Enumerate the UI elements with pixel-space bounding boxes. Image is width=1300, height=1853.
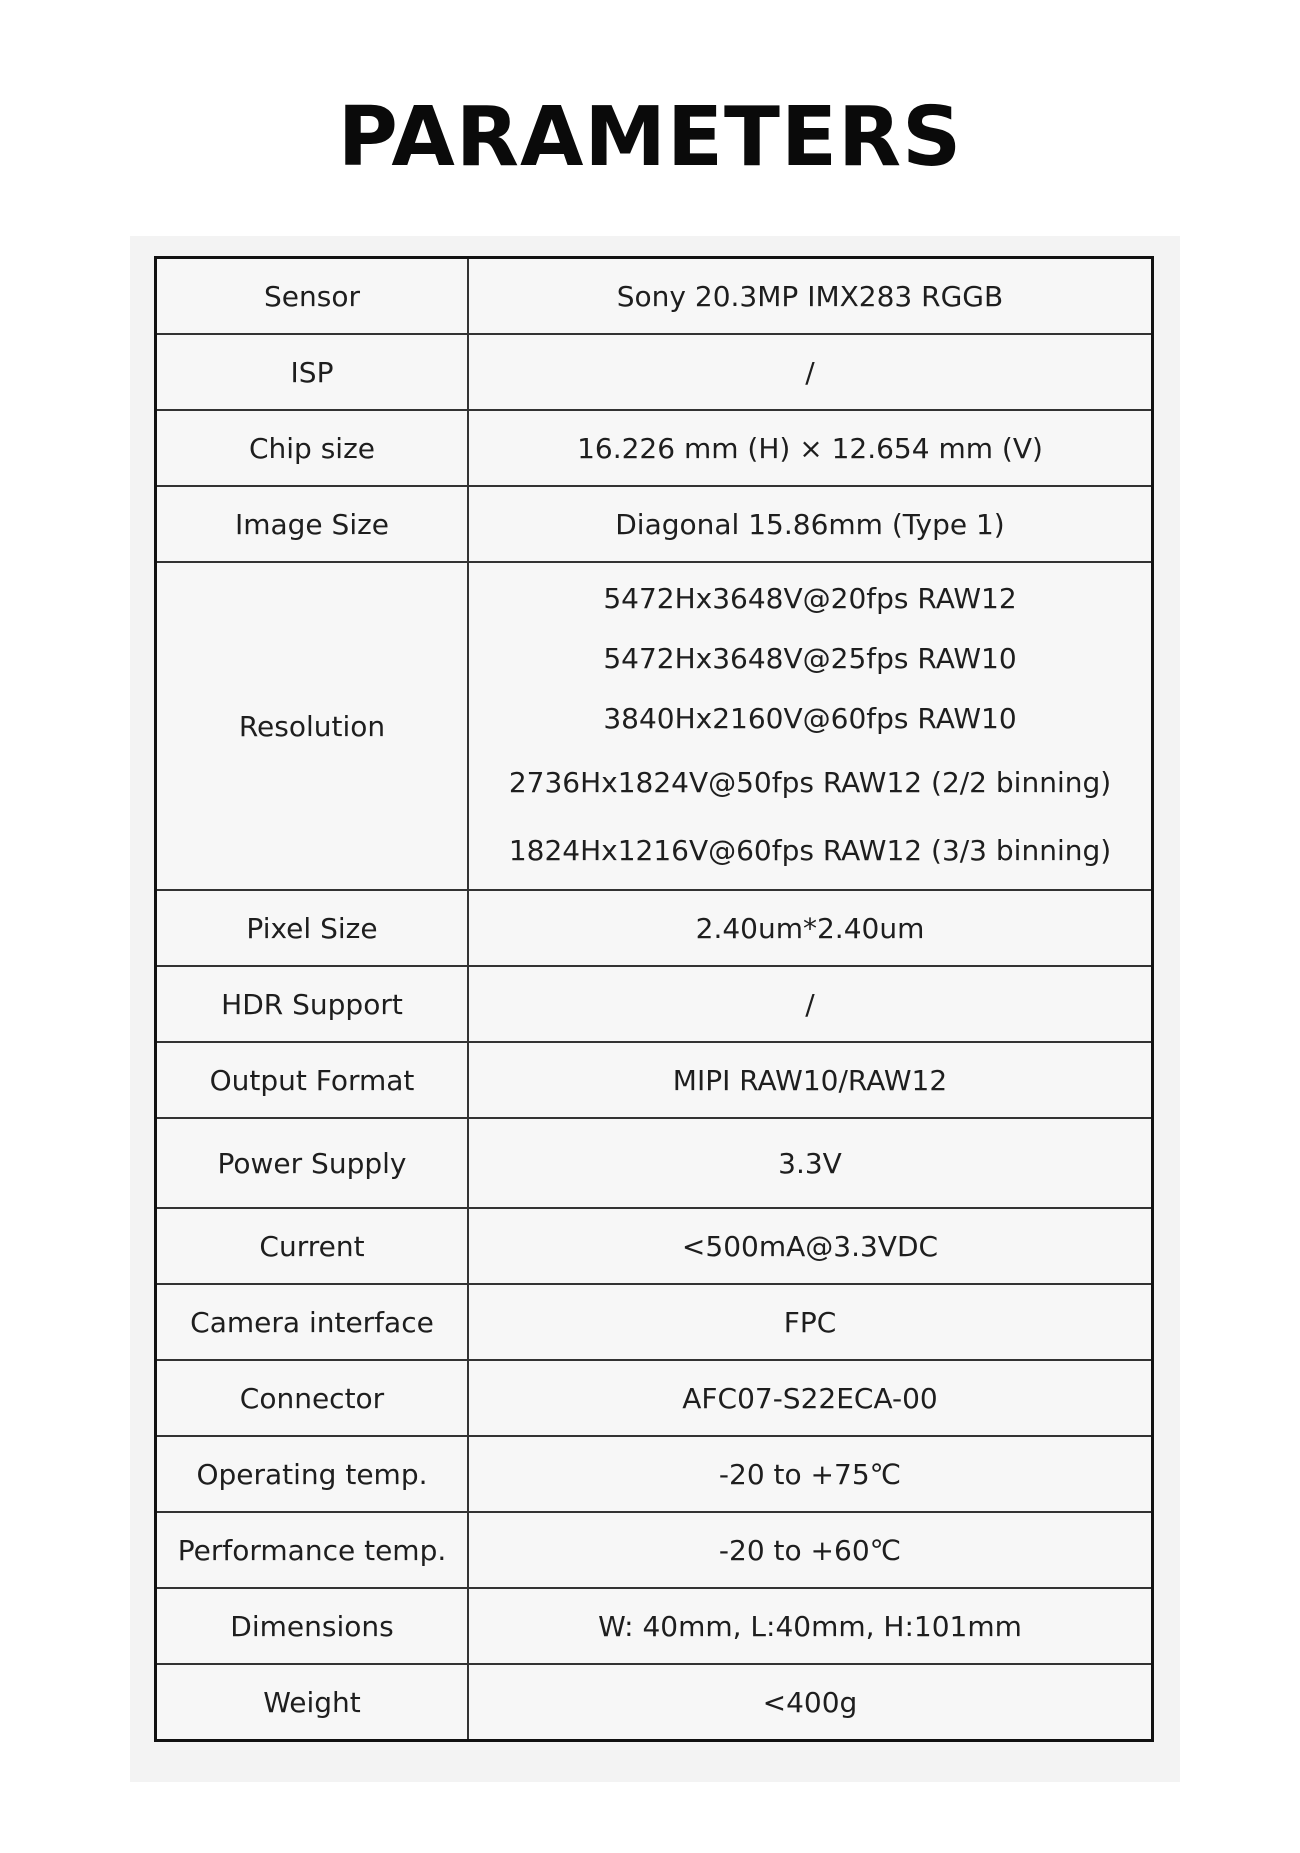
- table-row-performance-temp: [156, 1512, 1153, 1588]
- table-row-output-format: [156, 1042, 1153, 1118]
- row-value: 3.3V: [468, 1118, 1153, 1208]
- table-row-isp: [156, 334, 1153, 410]
- row-label: Resolution: [156, 562, 469, 890]
- row-value: 16.226 mm (H) × 12.654 mm (V): [468, 410, 1153, 486]
- row-value: AFC07-S22ECA-00: [468, 1360, 1153, 1436]
- table-row-image-size: [156, 486, 1153, 562]
- table-row-connector: [156, 1360, 1153, 1436]
- resolution-item: 3840Hx2160V@60fps RAW10: [603, 702, 1017, 735]
- row-label: Sensor: [156, 258, 469, 335]
- row-value: -20 to +60℃: [468, 1512, 1153, 1588]
- row-value: Sony 20.3MP IMX283 RGGB: [468, 258, 1153, 335]
- table-row-weight: [156, 1664, 1153, 1741]
- row-label: Camera interface: [156, 1284, 469, 1360]
- table-row-sensor: [156, 258, 1153, 335]
- table-row-resolution: [156, 562, 1153, 890]
- row-label: Image Size: [156, 486, 469, 562]
- row-value-list: [468, 562, 1153, 890]
- row-value: FPC: [468, 1284, 1153, 1360]
- row-label: Performance temp.: [156, 1512, 469, 1588]
- row-label: HDR Support: [156, 966, 469, 1042]
- row-label: Power Supply: [156, 1118, 469, 1208]
- resolution-item: 2736Hx1824V@50fps RAW12 (2/2 binning): [508, 766, 1112, 799]
- row-value: 2.40um*2.40um: [468, 890, 1153, 966]
- row-value: -20 to +75℃: [468, 1436, 1153, 1512]
- row-label: Weight: [156, 1664, 469, 1741]
- row-value: MIPI RAW10/RAW12: [468, 1042, 1153, 1118]
- row-value: <500mA@3.3VDC: [468, 1208, 1153, 1284]
- table-row-chip-size: [156, 410, 1153, 486]
- row-value: <400g: [468, 1664, 1153, 1741]
- row-label: Operating temp.: [156, 1436, 469, 1512]
- table-row-operating-temp: [156, 1436, 1153, 1512]
- row-label: Chip size: [156, 410, 469, 486]
- table-row-dimensions: [156, 1588, 1153, 1664]
- table-row-hdr-support: [156, 966, 1153, 1042]
- table-row-pixel-size: [156, 890, 1153, 966]
- resolution-item: 1824Hx1216V@60fps RAW12 (3/3 binning): [508, 834, 1112, 867]
- page-title: PARAMETERS: [337, 90, 963, 185]
- resolution-item: 5472Hx3648V@20fps RAW12: [603, 582, 1017, 615]
- row-value: /: [468, 334, 1153, 410]
- parameters-table: [154, 256, 1154, 1742]
- row-label: Pixel Size: [156, 890, 469, 966]
- row-value: W: 40mm, L:40mm, H:101mm: [468, 1588, 1153, 1664]
- row-label: ISP: [156, 334, 469, 410]
- row-label: Dimensions: [156, 1588, 469, 1664]
- row-label: Current: [156, 1208, 469, 1284]
- row-label: Output Format: [156, 1042, 469, 1118]
- row-label: Connector: [156, 1360, 469, 1436]
- row-value: /: [468, 966, 1153, 1042]
- table-row-current: [156, 1208, 1153, 1284]
- table-row-power-supply: [156, 1118, 1153, 1208]
- resolution-item: 5472Hx3648V@25fps RAW10: [603, 642, 1017, 675]
- table-row-camera-interface: [156, 1284, 1153, 1360]
- row-value: Diagonal 15.86mm (Type 1): [468, 486, 1153, 562]
